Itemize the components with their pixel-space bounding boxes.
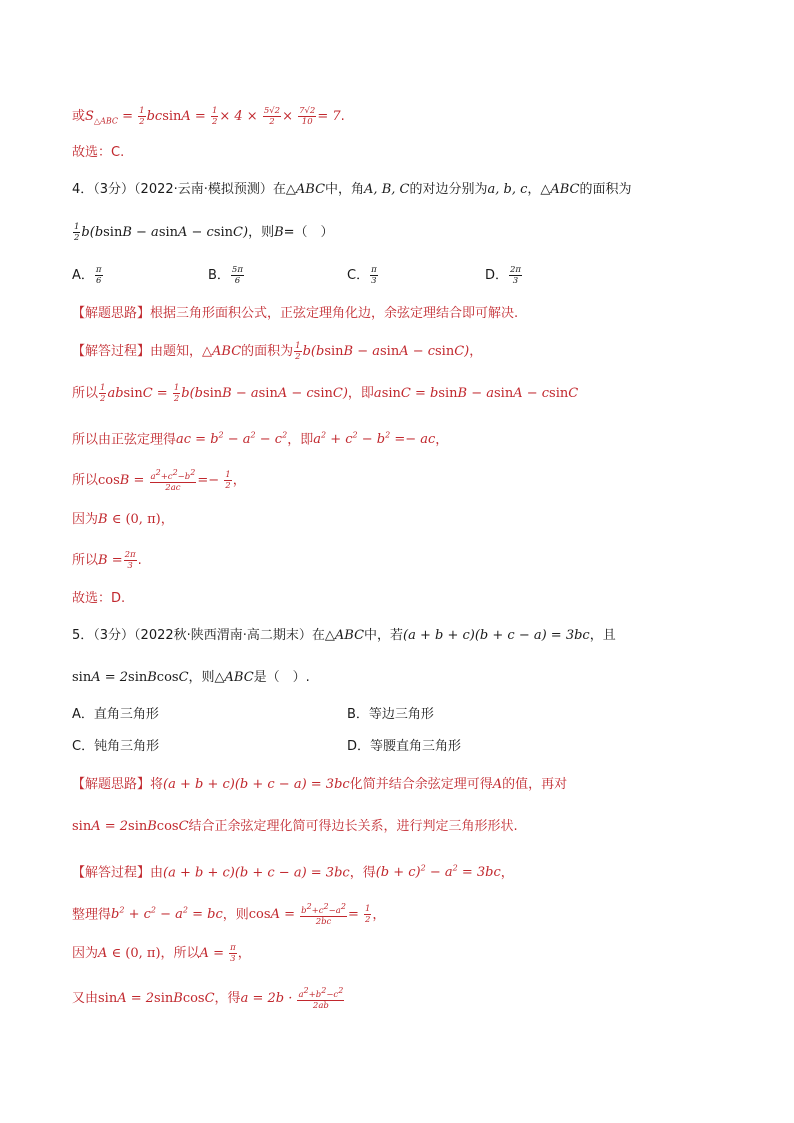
proc-tag: 【解答过程】 [72, 865, 151, 881]
q5-proc-line3: 因为A ∈ (0, π)，所以A = $\frac{\pi}{3}$ ， [72, 943, 251, 964]
option-frac [95, 265, 103, 286]
q4-stem [72, 222, 334, 243]
q5-idea-line1 [72, 775, 567, 795]
den: 6 [234, 276, 241, 286]
idea-text: 根据三角形面积公式，正弦定理角化边，余弦定理结合即可解决. [150, 306, 519, 321]
q4-text: =（ ） [283, 225, 334, 240]
math-eq: $(b + c)^2 - a^2 = 3bc$ [375, 864, 501, 881]
q4-header [72, 180, 632, 200]
formula-area: $S_{\triangle ABC}$ = $\frac{1}{2}$ bcsinA = $\frac{1}{2}$ × 4 × $\frac{5√2}{2}$ × $\frac{7√2}{10}$ = 7 [85, 106, 341, 127]
math-eq: sinA = 2sinBcosC [72, 819, 189, 834]
q5-proc-line1: 【解答过程】由(a + b + c)(b + c − a) = 3bc，得$(b + c)^2 - a^2 = 3bc$， [72, 864, 514, 881]
option-frac [370, 265, 378, 286]
proc-text: 所以由正弦定理得 [72, 432, 177, 448]
num: π [95, 265, 102, 275]
math-abc: ABC [550, 182, 580, 197]
proc-text: ，则 [222, 907, 249, 923]
math-eq: cosA = $\frac{b^2+c^2-a^2}{2bc}$ = $\frac{1}{2}$ [248, 902, 371, 928]
den: 3 [512, 276, 519, 286]
math-area-expr: $\frac{1}{2}$ b(bsinB − asinA − csinC) [74, 222, 249, 243]
math-abc: ABC [334, 628, 365, 643]
num: 5π [231, 265, 243, 275]
q4-text: 的面积为 [579, 182, 632, 197]
q5-option-c: C．钝角三角形 [72, 739, 160, 754]
proc-text: ，即 [347, 386, 374, 401]
den: 3 [371, 276, 377, 286]
math-area-expr: $\frac{1}{2}$ b(bsinB − asinA − csinC) [295, 341, 470, 362]
math-eq: (a + b + c)(b + c − a) = 3bc [403, 628, 590, 643]
q5-text: ，且 [589, 628, 616, 643]
math-eq: asinC = bsinB − asinA − csinC [373, 386, 579, 401]
math-abc: ABC [295, 182, 326, 197]
option-frac [231, 265, 244, 286]
q4-proc-line1: 【解答过程】由题知，△ABC的面积为 $\frac{1}{2}$ b(bsinB − asinA − csinC)， [72, 341, 483, 362]
idea-text: 结合正余弦定理化简可得边长关系，进行判定三角形形状. [188, 819, 518, 834]
math-eq: (a + b + c)(b + c − a) = 3bc [163, 865, 350, 881]
q5-proc-line2: 整理得$b^2 + c^2 - a^2$ = bc，则cosA = $\frac{b^2+c^2-a^2}{2bc}$ = $\frac{1}{2}$ ， [72, 902, 386, 928]
q4-option-b [208, 265, 245, 286]
proc-tag: 【解答过程】 [72, 344, 151, 359]
q4-text: ，△ [527, 182, 551, 197]
proc-text: 所以 [72, 386, 99, 401]
answer-line-prev: 故选：C. [72, 145, 125, 160]
q4-header-text: 4．（3分）（2022·云南·模拟预测）在△ [72, 182, 296, 197]
q4-answer: 故选：D. [72, 591, 126, 606]
num: π [371, 265, 377, 275]
q5-text: 中，若 [364, 628, 404, 643]
math-eq: a = 2b · $\frac{a^2+b^2-c^2}{2ab}$ [240, 986, 344, 1011]
q4-proc-line6: 所以B = $\frac{2\pi}{3}$ . [72, 550, 142, 571]
option-label: D． [485, 268, 509, 283]
math-eq: $\frac{1}{2}$ absinC = $\frac{1}{2}$ b(bsinB − asinA − csinC) [100, 383, 348, 404]
math-b: B [274, 225, 284, 240]
idea-text: 化简并结合余弦定理可得 [349, 777, 493, 792]
q5-text: ，则△ [188, 670, 225, 685]
q4-proc-line4: 所以cosB = $\frac{a^2+c^2-b^2}{2ac}$ =− $\frac{1}{2}$ ， [72, 468, 246, 493]
math-sides: a, b, c [487, 182, 528, 197]
q5-option-d: D．等腰直角三角形 [347, 739, 462, 754]
proc-text: 又由 [72, 990, 99, 1006]
math-eq: ac = $b^2 - a^2 - c^2$ [176, 431, 288, 448]
proc-text: 整理得 [72, 907, 112, 923]
q5-option-a: A．直角三角形 [72, 707, 159, 722]
idea-text: 将 [150, 777, 164, 792]
math-angles: A, B, C [364, 182, 410, 197]
math-eq: $a^2 + c^2 - b^2$ =− ac [313, 431, 436, 448]
proc-text: 因为 [72, 512, 99, 527]
math-abc: ABC [212, 344, 242, 359]
idea-tag: 【解题思路】 [72, 777, 151, 792]
q4-proc-line5: 因为B ∈ (0, π)， [72, 512, 174, 527]
math-eq: cosB = $\frac{a^2+c^2-b^2}{2ac}$ =− $\frac{1}{2}$ [98, 468, 231, 493]
q4-option-d [485, 265, 523, 286]
math-abc: ABC [224, 670, 254, 685]
text-prefix: 或 [72, 109, 86, 124]
proc-text: 由 [150, 865, 164, 881]
math-eq: sinA = 2sinBcosC [72, 670, 189, 685]
area-formula-line [72, 106, 345, 132]
q4-option-a [72, 265, 104, 286]
q5-idea-line2 [72, 817, 518, 837]
math-eq: (a + b + c)(b + c − a) = 3bc [163, 777, 350, 792]
math-eq: sinA = 2sinBcosC [98, 990, 215, 1006]
text-suffix: . [340, 109, 345, 124]
proc-text: 的面积为 [241, 344, 294, 359]
math-eq: $b^2 + c^2 - a^2$ = bc [111, 906, 223, 923]
q4-proc-line3: 所以由正弦定理得ac = $b^2 - a^2 - c^2$，即$a^2 + c^2 - b^2$ =− ac， [72, 431, 449, 448]
q5-text: 是（ ）. [253, 670, 310, 685]
q5-stem [72, 668, 310, 688]
q4-text: 中，角 [325, 182, 365, 197]
q4-idea [72, 304, 518, 324]
idea-text: 的值，再对 [502, 777, 568, 792]
proc-text: ，得 [349, 865, 376, 881]
math-eq: B = $\frac{2\pi}{3}$ [98, 550, 136, 571]
math-eq: A ∈ (0, π) [98, 946, 161, 961]
proc-text: 所以 [72, 472, 99, 488]
proc-text: ，所以 [160, 946, 200, 961]
idea-tag: 【解题思路】 [72, 306, 151, 321]
option-label: B． [208, 268, 230, 283]
num: 2π [510, 265, 522, 275]
den: 6 [95, 276, 102, 286]
q4-proc-line2 [72, 383, 578, 404]
q5-proc-line4 [72, 986, 345, 1011]
q5-option-b: B．等边三角形 [347, 707, 434, 722]
math-eq: B ∈ (0, π) [98, 512, 161, 527]
math-eq: A = $\frac{\pi}{3}$ [199, 943, 236, 964]
q4-text: 的对边分别为 [409, 182, 488, 197]
proc-text: 因为 [72, 946, 99, 961]
math-a: A [492, 777, 503, 792]
option-label: C． [347, 268, 370, 283]
option-label: A． [72, 268, 94, 283]
option-frac [509, 265, 522, 286]
proc-text: 所以 [72, 553, 99, 568]
proc-text: ，即 [287, 432, 314, 448]
q4-text: ，则 [248, 225, 275, 240]
q5-header [72, 626, 616, 646]
proc-text: ，得 [214, 990, 241, 1006]
q4-option-c [347, 265, 379, 286]
proc-text: 由题知，△ [150, 344, 213, 359]
q5-text: 5．（3分）（2022秋·陕西渭南·高二期末）在△ [72, 628, 335, 643]
